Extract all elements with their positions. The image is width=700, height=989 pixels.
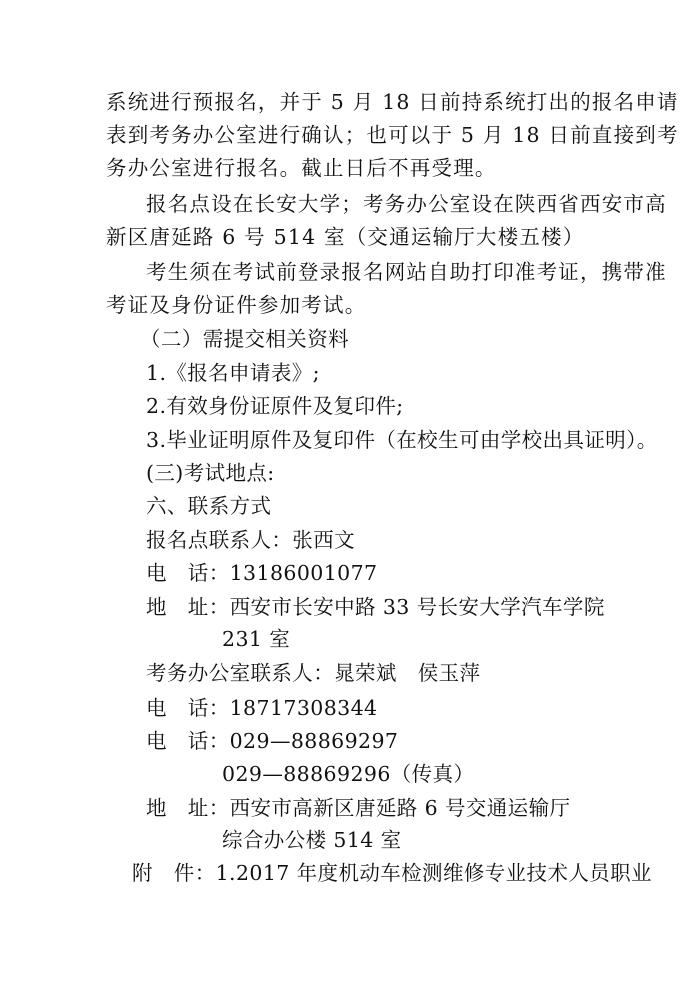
paragraph-1-line-3: 务办公室进行报名。截止日后不再受理。 — [106, 156, 497, 180]
exam-office-phone-2-label: 电 话： — [146, 729, 230, 753]
registration-phone-label: 电 话： — [146, 561, 230, 585]
paragraph-2-line-1: 报名点设在长安大学；考务办公室设在陕西省西安市高 — [146, 192, 667, 216]
paragraph-2-line-2: 新区唐延路 6 号 514 室（交通运输厅大楼五楼） — [106, 225, 585, 249]
paragraph-3-line-1: 考生须在考试前登录报名网站自助打印准考证，携带准 — [146, 260, 667, 284]
registration-contact-label: 报名点联系人：张西文 — [146, 528, 355, 552]
registration-address-line-2: 231 室 — [222, 627, 291, 651]
exam-office-address-line-1: 西安市高新区唐延路 6 号交通运输厅 — [229, 796, 571, 820]
registration-phone-value: 13186001077 — [229, 561, 378, 585]
paragraph-1-line-1: 系统进行预报名，并于 5 月 18 日前持系统打出的报名申请 — [106, 90, 679, 114]
registration-address-label: 地 址： — [146, 595, 230, 619]
exam-office-address-line-2: 综合办公楼 514 室 — [222, 828, 402, 852]
section-two-item-3: 3.毕业证明原件及复印件（在校生可由学校出具证明）。 — [146, 428, 658, 452]
attachment-row — [132, 859, 652, 887]
exam-office-phone-2-value: 029—88869297 — [229, 729, 399, 753]
section-two-item-2: 2.有效身份证原件及复印件; — [146, 394, 404, 418]
section-three-heading: (三)考试地点: — [146, 461, 275, 485]
registration-address-line-1: 西安市长安中路 33 号长安大学汽车学院 — [229, 595, 605, 619]
paragraph-3-line-2: 考证及身份证件参加考试。 — [106, 293, 367, 317]
registration-address-row — [146, 593, 605, 621]
paragraph-1-line-2: 表到考务办公室进行确认；也可以于 5 月 18 日前直接到考 — [106, 123, 679, 147]
exam-office-phone-1-value: 18717308344 — [229, 696, 378, 720]
attachment-label: 附 件： — [132, 861, 216, 885]
exam-office-phone-2-row — [146, 727, 398, 755]
section-six-heading: 六、联系方式 — [146, 494, 272, 518]
section-two-item-1: 1.《报名申请表》; — [146, 361, 320, 385]
attachment-text: 1.2017 年度机动车检测维修专业技术人员职业 — [215, 861, 652, 885]
exam-office-phone-3-value: 029—88869296（传真） — [222, 762, 475, 786]
section-two-heading: （二）需提交相关资料 — [140, 327, 349, 351]
exam-office-phone-1-row — [146, 694, 377, 722]
exam-office-phone-1-label: 电 话： — [146, 696, 230, 720]
exam-office-address-row — [146, 794, 570, 822]
registration-phone-row — [146, 559, 377, 587]
exam-office-contact-label: 考务办公室联系人：晁荣斌 侯玉萍 — [146, 661, 481, 685]
exam-office-address-label: 地 址： — [146, 796, 230, 820]
